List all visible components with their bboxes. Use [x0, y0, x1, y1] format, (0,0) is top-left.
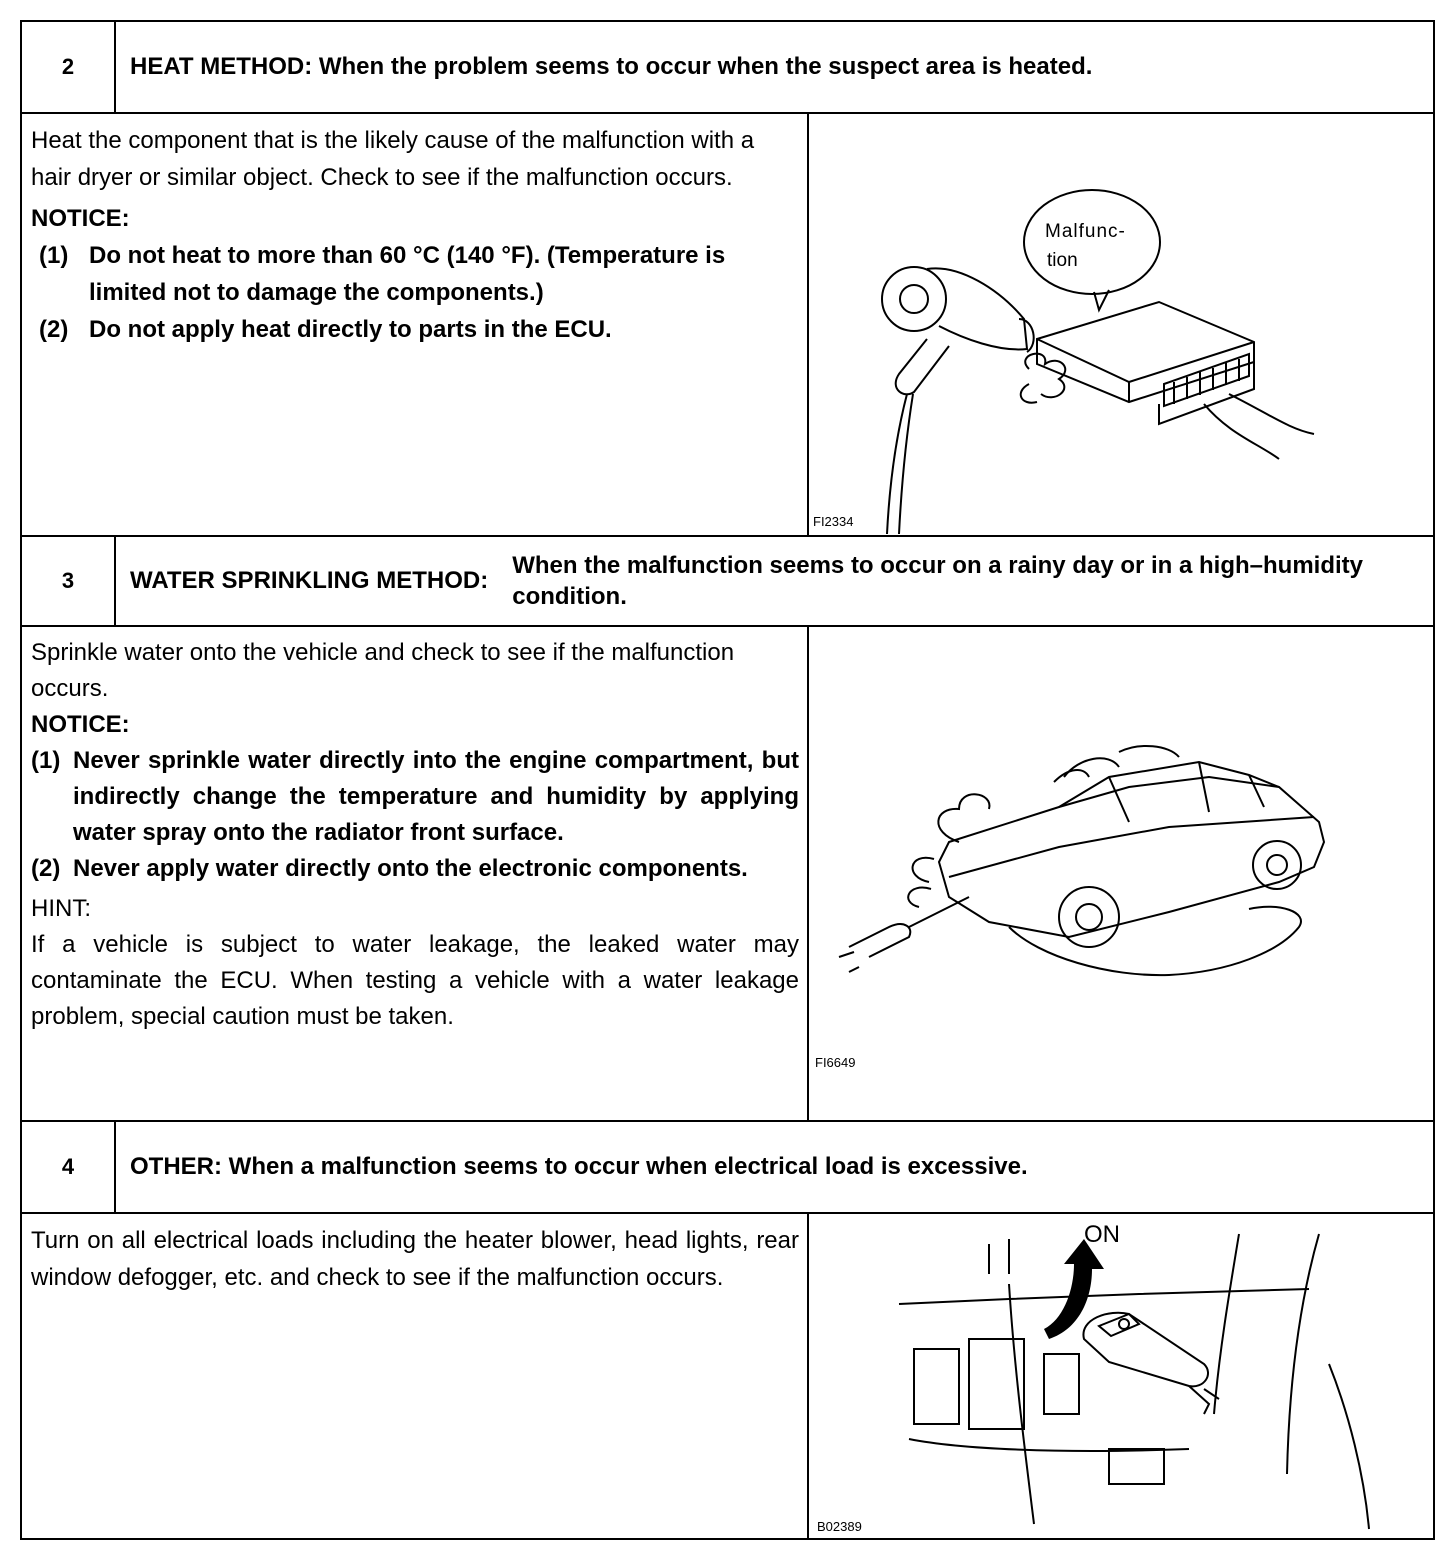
malfunction-callout	[1024, 190, 1160, 294]
callout-line-1: Malfunc-	[1045, 221, 1126, 242]
section-3-header	[22, 537, 1433, 627]
section-3-body	[22, 627, 1433, 1122]
figure-code: B02389	[817, 1519, 862, 1534]
section-title: WATER SPRINKLING METHOD: When the malfunction seems to occur on a rainy day or in a high–humidity condition.	[130, 552, 1364, 610]
car-sprinkling-illustration	[809, 627, 1435, 1117]
callout-line-2: tion	[1047, 250, 1078, 271]
figure-electrical-load	[809, 1214, 1433, 1540]
instruction-text: Sprinkle water onto the vehicle and check to see if the malfunction occurs.	[31, 639, 735, 702]
section-3-text	[22, 627, 809, 1120]
section-2-text	[22, 114, 809, 535]
vent-center	[969, 1339, 1024, 1429]
notice-label: NOTICE:	[31, 205, 130, 232]
section-number: 4	[22, 1122, 116, 1212]
section-4-header	[22, 1122, 1433, 1214]
dryer-nozzle	[882, 267, 946, 331]
hair-dryer-ecu-illustration	[809, 114, 1435, 534]
section-4-body	[22, 1214, 1433, 1540]
notice-item: (2) Never apply water directly onto the electronic components.	[31, 855, 748, 882]
hint-label: HINT:	[31, 895, 91, 922]
section-number: 3	[22, 537, 116, 625]
notice-item: (1) Do not heat to more than 60 °C (140 °F). (Temperature is limited not to damage the components.)	[39, 242, 726, 306]
dashboard-switch-illustration	[809, 1214, 1435, 1534]
section-title: OTHER: When a malfunction seems to occur when electrical load is excessive.	[130, 1153, 1028, 1180]
instruction-text: Turn on all electrical loads including the heater blower, head lights, rear window defogger, etc. and check to see if the malfunction occurs.	[31, 1227, 799, 1291]
switch-on-label: ON	[1084, 1221, 1120, 1248]
section-2-body	[22, 114, 1433, 537]
instruction-text: Heat the component that is the likely cause of the malfunction with a hair dryer or similar object. Check to see if the malfunction occurs.	[31, 127, 755, 191]
panel	[1044, 1354, 1079, 1414]
figure-code: FI6649	[815, 1055, 856, 1070]
section-title: HEAT METHOD: When the problem seems to occur when the suspect area is heated.	[130, 53, 1093, 80]
vent-left	[914, 1349, 959, 1424]
figure-heat-method	[809, 114, 1433, 535]
hint-text: If a vehicle is subject to water leakage, the leaked water may contaminate the ECU. When testing a vehicle with a water leakage problem, special caution must be taken.	[31, 931, 799, 1030]
section-2-header	[22, 22, 1433, 114]
notice-label: NOTICE:	[31, 711, 130, 738]
section-4-text	[22, 1214, 809, 1540]
notice-item: (2) Do not apply heat directly to parts in the ECU.	[39, 316, 612, 343]
troubleshooting-table	[20, 20, 1435, 1540]
figure-code: FI2334	[813, 514, 854, 529]
notice-item: (1) Never sprinkle water directly into the engine compartment, but indirectly change the temperature and humidity by applying water spray onto the radiator front surface.	[31, 747, 799, 846]
section-number: 2	[22, 22, 116, 112]
figure-water-sprinkling	[809, 627, 1433, 1120]
